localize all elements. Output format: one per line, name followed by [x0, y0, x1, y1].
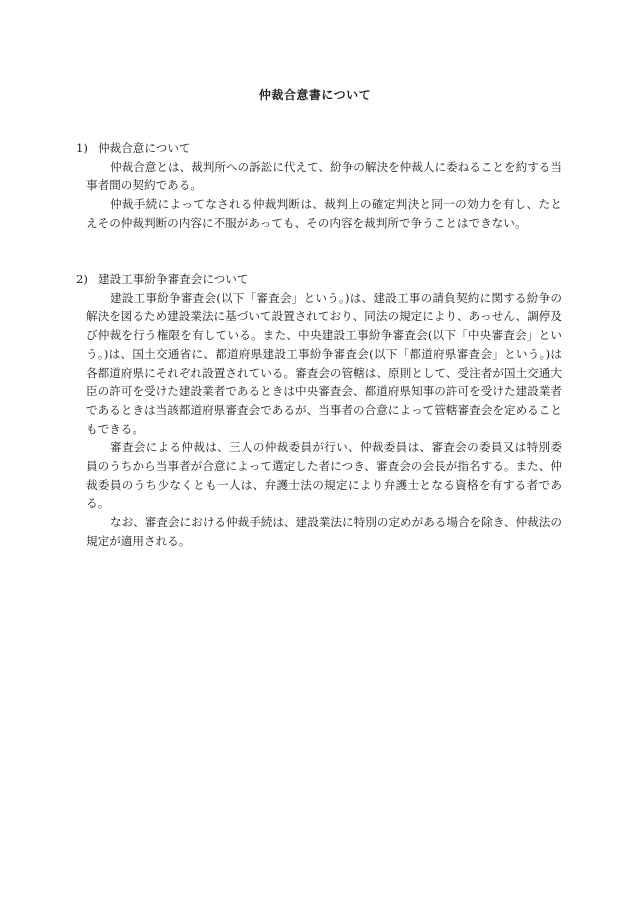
- paragraph: 審査会による仲裁は、三人の仲裁委員が行い、仲裁委員は、審査会の委員又は特別委員のうちから当事者が合意によって選定した者につき、審査会の会長が指名する。また、仲裁委員のうち少なくとも一人は、弁護士法の規定により弁護士となる資格を有する者である。: [86, 440, 562, 511]
- section-heading: [76, 270, 562, 289]
- section-arbitration-agreement: [76, 139, 562, 233]
- paragraph: なお、審査会における仲裁手続は、建設業法に特別の定めがある場合を除き、仲裁法の規定が適用される。: [86, 515, 562, 548]
- section-heading-text: 仲裁合意について: [98, 141, 191, 155]
- section-number: 2): [76, 272, 88, 286]
- section-dispute-committee: [76, 270, 562, 551]
- section-heading-text: 建設工事紛争審査会について: [98, 272, 249, 286]
- section-number: 1): [76, 141, 88, 155]
- section-heading: [76, 139, 562, 158]
- document-title: 仲裁合意書について: [258, 88, 372, 102]
- paragraph: 建設工事紛争審査会(以下「審査会」という。)は、建設工事の請負契約に関する紛争の解決を図るため建設業法に基づいて設置されており、同法の規定により、あっせん、調停及び仲裁を行う権限を有している。また、中央建設工事紛争審査会(以下「中央審査会」という。)は、国土交通省に、都道府県建設工事紛争審査会(以下「都道府県審査会」という。)は各都道府県にそれぞれ設置されている。審査会の管轄は、原則として、受注者が国土交通大臣の許可を受けた建設業者であるときは中央審査会、都道府県知事の許可を受けた建設業者であるときは当該都道府県審査会であるが、当事者の合意によって管轄審査会を定めることもできる。: [86, 290, 562, 436]
- paragraph: 仲裁合意とは、裁判所への訴訟に代えて、紛争の解決を仲裁人に委ねることを約する当事者間の契約である。: [86, 159, 562, 193]
- paragraph: 仲裁手続によってなされる仲裁判断は、裁判上の確定判決と同一の効力を有し、たとえその仲裁判断の内容に不服があっても、その内容を裁判所で争うことはできない。: [86, 197, 562, 230]
